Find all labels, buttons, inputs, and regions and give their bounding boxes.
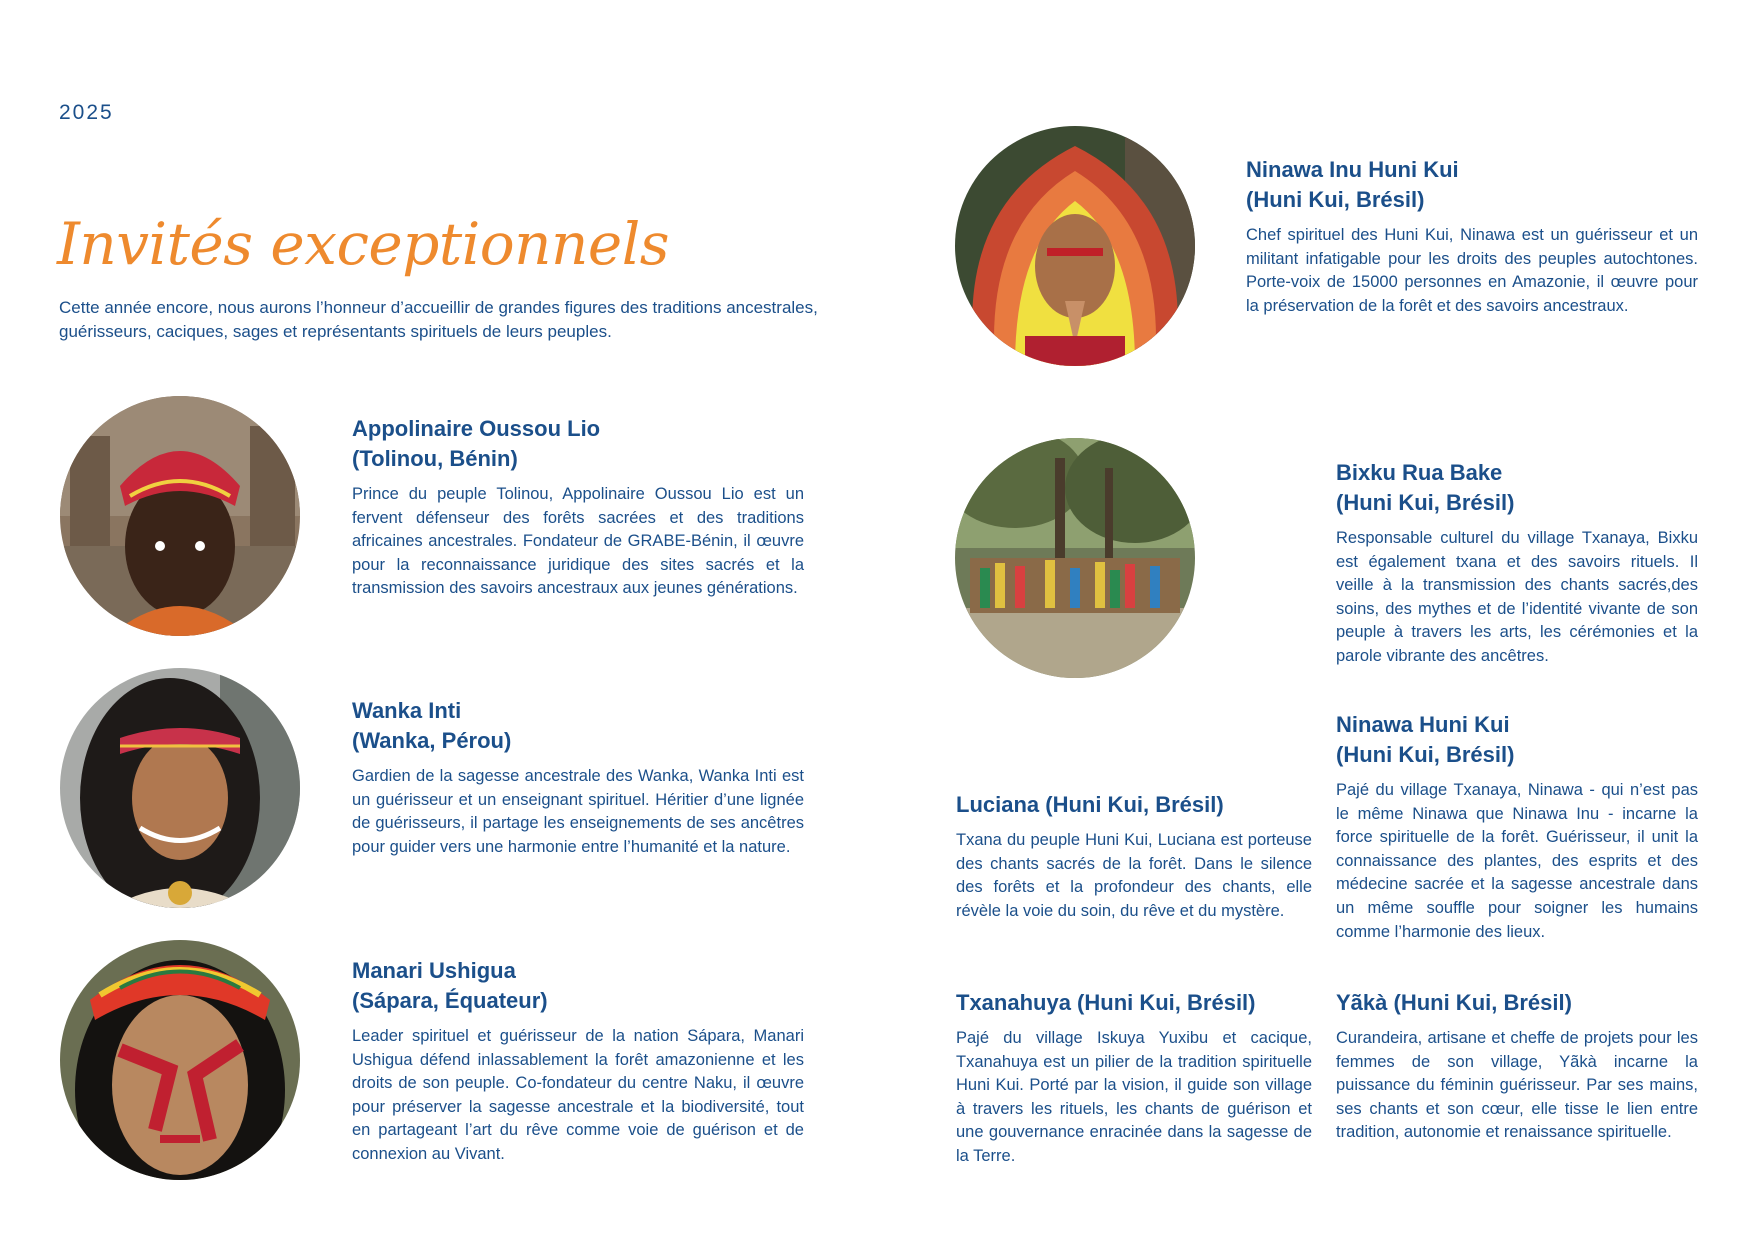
guest-ninawa-huni-kui xyxy=(1336,710,1698,944)
guest-appolinaire xyxy=(352,414,804,601)
guest-bio: Gardien de la sagesse ancestrale des Wanka, Wanka Inti est un guérisseur et un enseignant spirituel. Héritier d’une lignée de guérisseurs, il partage les enseignements de ses ancêtres pour guider vers une harmonie entre l’humanité et la nature. xyxy=(352,767,804,856)
guest-bio: Pajé du village Txanaya, Ninawa - qui n’est pas le même Ninawa que Ninawa Inu - incarne la force spirituelle de la forêt. Guérisseur, il unit la connaissance des plantes, des esprits et des médecine sacrée et la sagesse ancestrale dans un même souffle pour soigner les humains comme l’harmonie des lieux. xyxy=(1336,781,1698,941)
guest-yaka xyxy=(1336,988,1698,1145)
guest-name: Manari Ushigua xyxy=(352,958,516,983)
guest-origin: (Tolinou, Bénin) xyxy=(352,446,518,471)
guest-origin: (Huni Kui, Brésil) xyxy=(1246,187,1425,212)
guest-origin: (Sápara, Équateur) xyxy=(352,988,548,1013)
guest-origin: (Huni Kui, Brésil) xyxy=(1336,490,1515,515)
guest-bio: Prince du peuple Tolinou, Appolinaire Oussou Lio est un fervent défenseur des forêts sacrées et des traditions africaines ancestrales. Fondateur de GRABE-Bénin, il œuvre pour la reconnaissance juridique des sites sacrés et la transmission des savoirs ancestraux aux jeunes générations. xyxy=(352,485,804,598)
portrait-ninawa-inu xyxy=(955,126,1195,366)
portrait-manari-ushigua xyxy=(60,940,300,1180)
guest-name: Appolinaire Oussou Lio xyxy=(352,416,601,441)
guest-name: Ninawa Inu Huni Kui xyxy=(1246,157,1459,182)
portrait-appolinaire xyxy=(60,396,300,636)
guest-name: Luciana (Huni Kui, Brésil) xyxy=(956,792,1224,817)
guest-bio: Chef spirituel des Huni Kui, Ninawa est un guérisseur et un militant infatigable pour les droits des peuples autochtones. Porte-voix de 15000 personnes en Amazonie, il œuvre pour la préservation de la forêt et des savoirs ancestraux. xyxy=(1246,226,1698,315)
guest-bio: Txana du peuple Huni Kui, Luciana est porteuse des chants sacrés de la forêt. Dans le silence des forêts et la profondeur des chants, elle révèle la voie du soin, du rêve et du mystère. xyxy=(956,831,1312,920)
guest-name: Yãkà (Huni Kui, Brésil) xyxy=(1336,990,1572,1015)
guest-bio: Pajé du village Iskuya Yuxibu et cacique, Txanahuya est un pilier de la tradition spirituelle Huni Kui. Porté par la vision, il guide son village à travers les rituels, les chants de guérison et une gouvernance enracinée dans la sagesse de la Terre. xyxy=(956,1029,1312,1165)
portrait-wanka-inti xyxy=(60,668,300,908)
guest-bio: Responsable culturel du village Txanaya, Bixku est également txana et des savoirs rituels. Il veille à la transmission des chants sacrés,des soins, des mythes et de l’identité vivante de son peuple à travers les arts, les cérémonies et la parole vibrante des ancêtres. xyxy=(1336,529,1698,665)
guest-name: Ninawa Huni Kui xyxy=(1336,712,1510,737)
guest-origin: (Huni Kui, Brésil) xyxy=(1336,742,1515,767)
guest-luciana xyxy=(956,790,1312,923)
guest-origin: (Wanka, Pérou) xyxy=(352,728,512,753)
guest-txanahuya xyxy=(956,988,1312,1169)
guest-ninawa-inu xyxy=(1246,155,1698,318)
photo-bixku-group xyxy=(955,438,1195,678)
page-title: Invités exceptionnels xyxy=(57,210,670,278)
guest-name: Txanahuya (Huni Kui, Brésil) xyxy=(956,990,1256,1015)
guest-bixku-rua-bake xyxy=(1336,458,1698,669)
guest-name: Wanka Inti xyxy=(352,698,462,723)
guest-name: Bixku Rua Bake xyxy=(1336,460,1503,485)
guest-wanka-inti xyxy=(352,696,804,859)
guest-bio: Curandeira, artisane et cheffe de projets pour les femmes de son village, Yãkà incarne la puissance du féminin guérisseur. Par ses mains, ses chants et son cœur, elle tisse le lien entre tradition, autonomie et renaissance spirituelle. xyxy=(1336,1029,1698,1142)
page-intro: Cette année encore, nous aurons l’honneur d’accueillir de grandes figures des traditions ancestrales, guérisseurs, caciques, sages et représentants spirituels de leurs peuples. xyxy=(59,298,818,341)
page-year: 2025 xyxy=(59,101,114,124)
guest-manari-ushigua xyxy=(352,956,804,1167)
guest-bio: Leader spirituel et guérisseur de la nation Sápara, Manari Ushigua défend inlassablement la forêt amazonienne et les droits de son peuple. Co-fondateur du centre Naku, il œuvre pour préserver la sagesse ancestrale et la biodiversité, tout en partageant l’art du rêve comme voie de guérison et de connexion au Vivant. xyxy=(352,1027,804,1163)
